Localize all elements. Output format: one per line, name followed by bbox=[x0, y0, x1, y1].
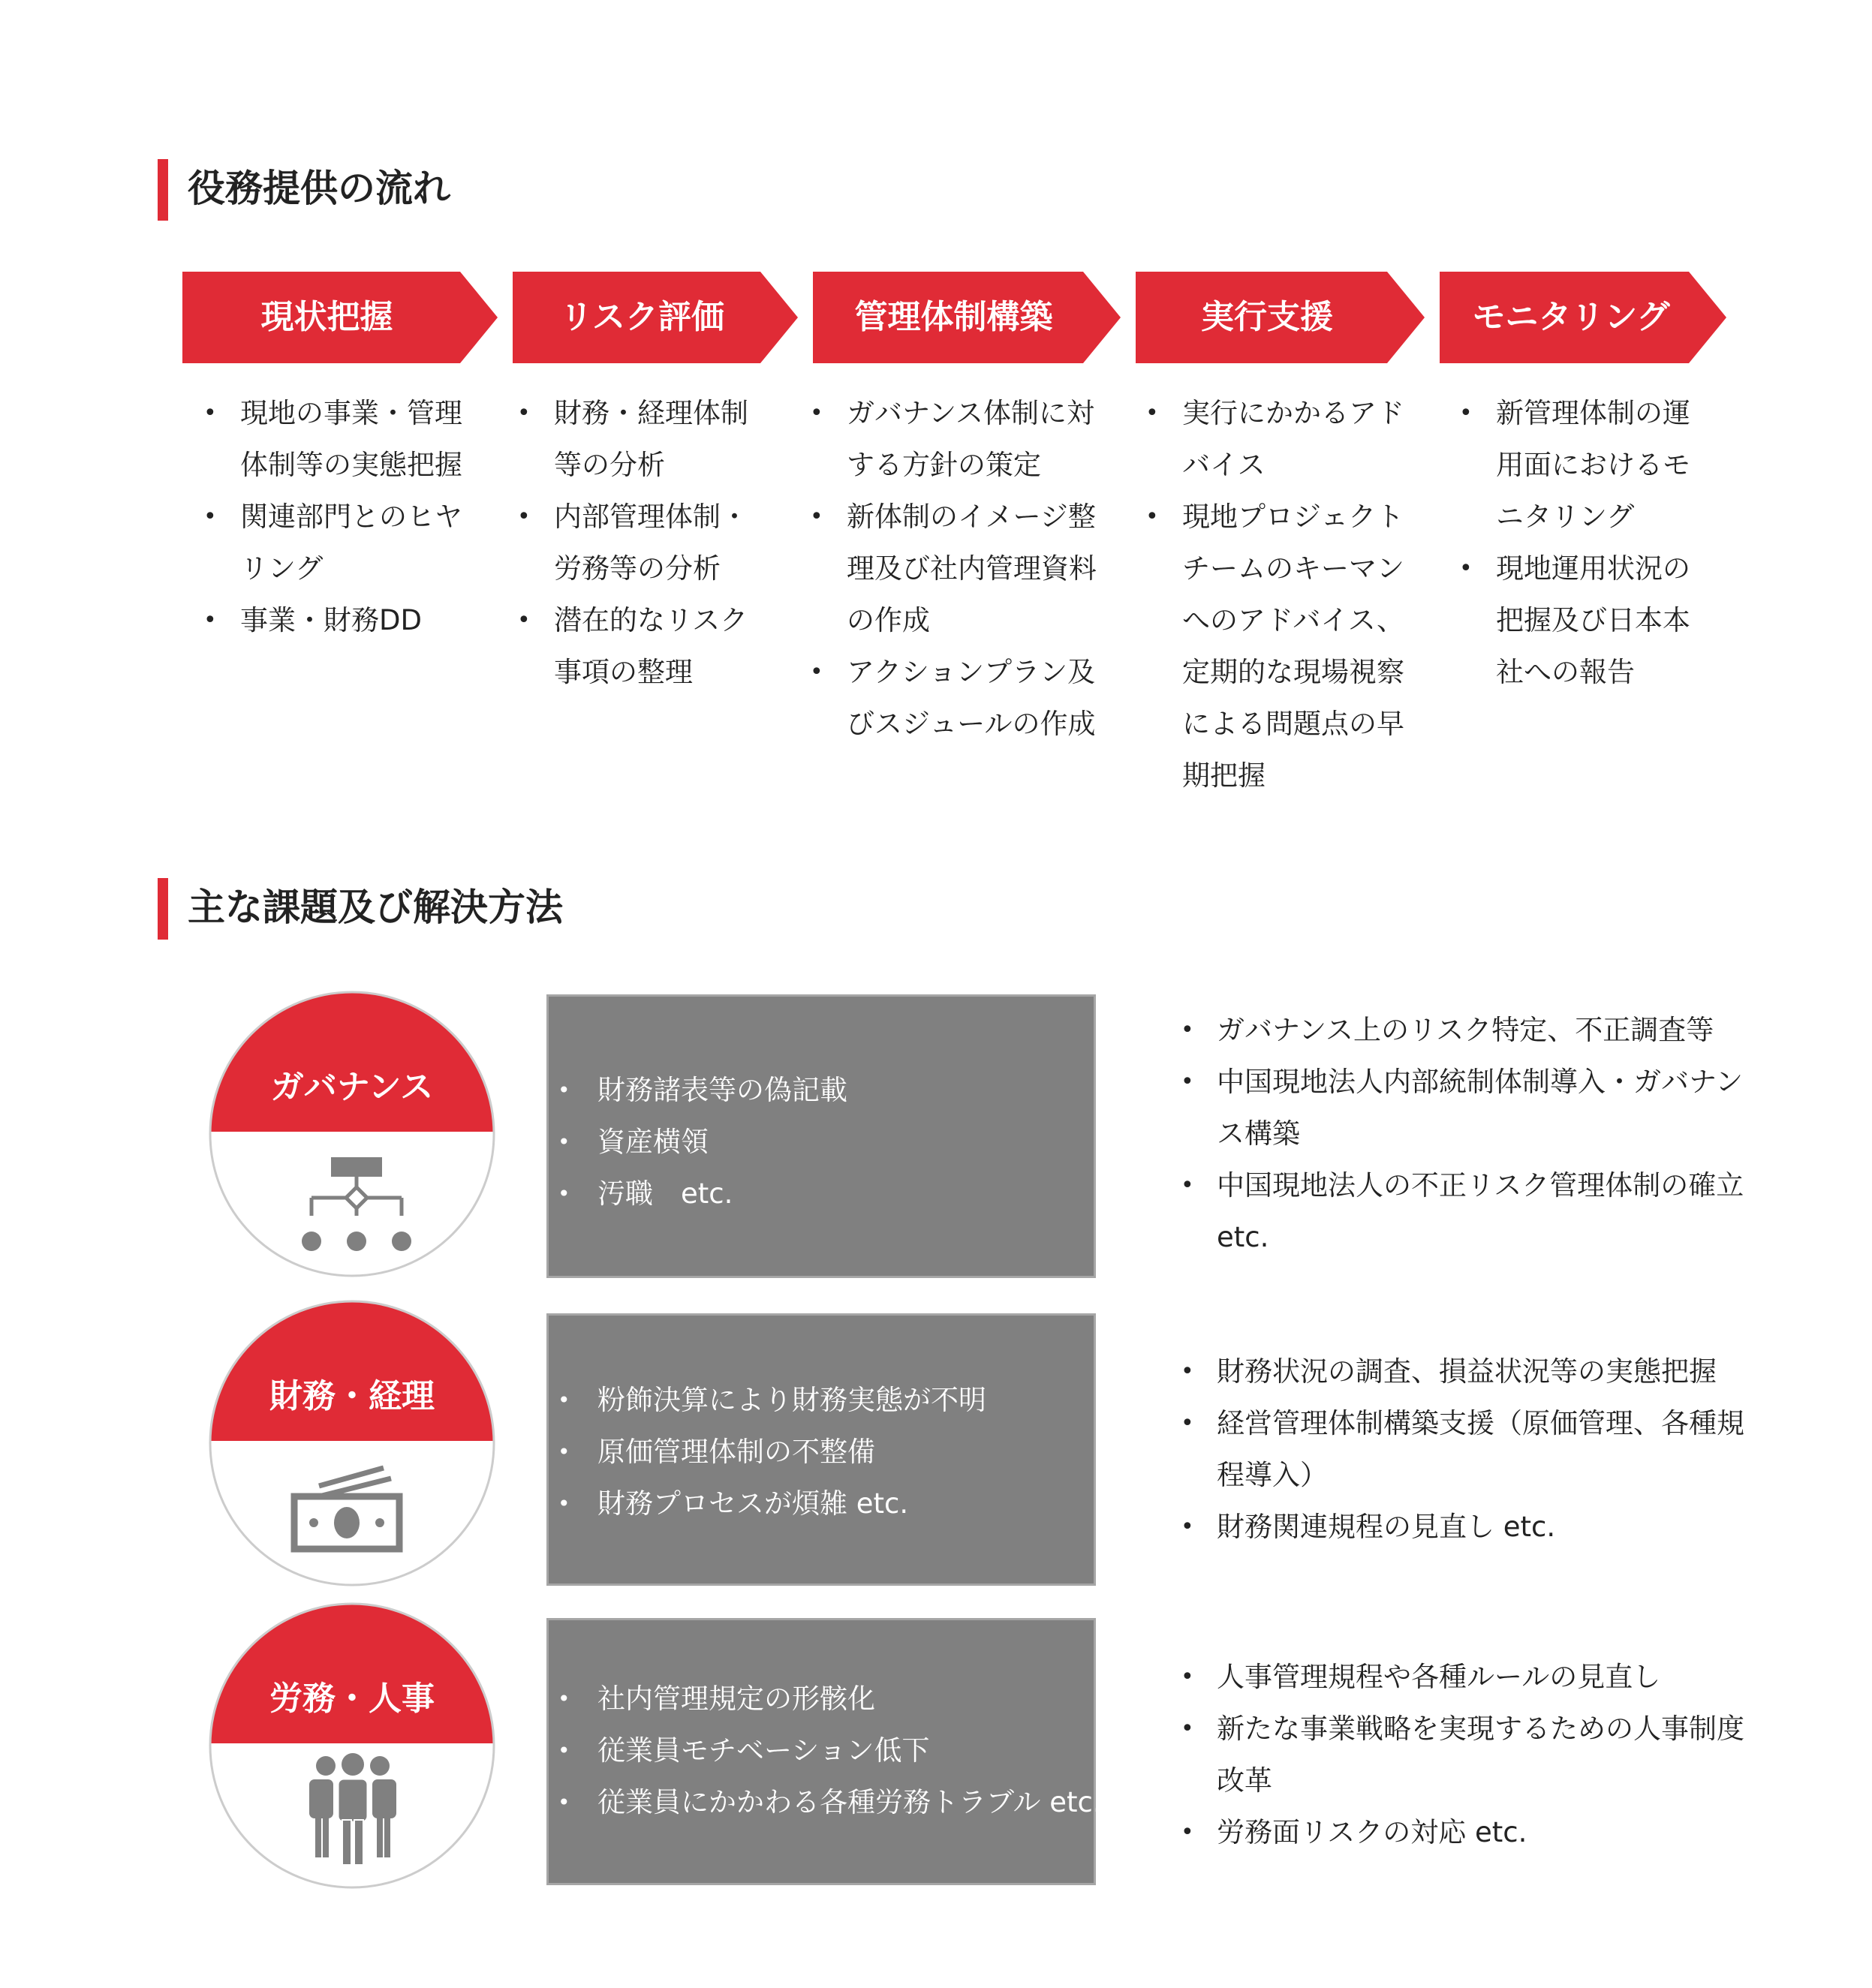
list-item: • ガバナンス上のリスク特定、不正調査等 bbox=[1175, 1004, 1745, 1056]
list-item: • 従業員モチベーション低下 bbox=[549, 1725, 1102, 1776]
flow-step-4 bbox=[1136, 272, 1425, 363]
section-title-text: 役務提供の流れ bbox=[188, 167, 450, 210]
list-item: • 実行にかかるアドバイス bbox=[1141, 387, 1419, 491]
solution-list-governance bbox=[1175, 1004, 1745, 1263]
list-item: • アクションプラン及びスジュールの作成 bbox=[805, 646, 1106, 750]
list-item: • 財務プロセスが煩雑 etc. bbox=[549, 1478, 986, 1529]
list-item: • 財務関連規程の見直し etc. bbox=[1175, 1501, 1745, 1553]
section-title-text: 主な課題及び解決方法 bbox=[188, 886, 563, 929]
flow-step-3 bbox=[813, 272, 1121, 363]
list-item: • 従業員にかかわる各種労務トラブル etc. bbox=[549, 1776, 1102, 1828]
list-item: • 現地の事業・管理体制等の実態把握 bbox=[199, 387, 488, 491]
list-item: • 内部管理体制・労務等の分析 bbox=[513, 491, 749, 594]
category-circle-hr bbox=[209, 1602, 495, 1889]
list-item: • 関連部門とのヒヤリング bbox=[199, 491, 488, 594]
list-item: • 中国現地法人内部統制体制導入・ガバナンス構築 bbox=[1175, 1056, 1745, 1159]
list-item: • 資産横領 bbox=[549, 1116, 847, 1168]
flow-step-1 bbox=[182, 272, 498, 363]
flow-step-4-list bbox=[1141, 387, 1419, 802]
flow-step-label: 実行支援 bbox=[1201, 298, 1333, 336]
list-item: • 汚職 etc. bbox=[549, 1168, 847, 1220]
category-label: 労務・人事 bbox=[269, 1680, 435, 1718]
list-item: • 新管理体制の運用面におけるモニタリング bbox=[1455, 387, 1706, 543]
list-item: • 経営管理体制構築支援（原価管理、各種規程導入） bbox=[1175, 1397, 1745, 1501]
flow-step-5 bbox=[1440, 272, 1726, 363]
section-accent-bar bbox=[158, 159, 168, 221]
flow-step-label: 管理体制構築 bbox=[854, 298, 1053, 336]
problem-box-finance bbox=[546, 1313, 1096, 1586]
list-item: • 人事管理規程や各種ルールの見直し bbox=[1175, 1651, 1745, 1703]
list-item: • 労務面リスクの対応 etc. bbox=[1175, 1806, 1745, 1858]
list-item: • 新体制のイメージ整理及び社内管理資料の作成 bbox=[805, 491, 1106, 646]
list-item: • 粉飾決算により財務実態が不明 bbox=[549, 1374, 986, 1426]
category-label: 財務・経理 bbox=[269, 1377, 435, 1415]
problem-box-governance bbox=[546, 994, 1096, 1278]
list-item: • 原価管理体制の不整備 bbox=[549, 1426, 986, 1478]
flow-step-3-list bbox=[805, 387, 1106, 750]
flow-step-label: リスク評価 bbox=[559, 298, 725, 336]
solution-list-finance bbox=[1175, 1346, 1745, 1553]
flow-step-5-list bbox=[1455, 387, 1706, 698]
category-label: ガバナンス bbox=[270, 1068, 434, 1106]
flow-step-2-list bbox=[513, 387, 749, 698]
list-item: • 潜在的なリスク事項の整理 bbox=[513, 594, 749, 698]
category-circle-governance bbox=[209, 991, 495, 1277]
list-item: • 事業・財務DD bbox=[199, 594, 488, 646]
section-accent-bar bbox=[158, 878, 168, 940]
list-item: • 財務諸表等の偽記載 bbox=[549, 1064, 847, 1116]
list-item: • 現地運用状況の把握及び日本本社への報告 bbox=[1455, 543, 1706, 698]
list-item: • ガバナンス体制に対する方針の策定 bbox=[805, 387, 1106, 491]
problem-box-hr bbox=[546, 1618, 1102, 1885]
list-item: • 新たな事業戦略を実現するための人事制度改革 bbox=[1175, 1703, 1745, 1806]
flow-step-label: モニタリング bbox=[1472, 298, 1670, 336]
flow-step-label: 現状把握 bbox=[260, 298, 393, 336]
list-item: • 財務状況の調査、損益状況等の実態把握 bbox=[1175, 1346, 1745, 1397]
flow-step-1-list bbox=[199, 387, 488, 646]
list-item: • 中国現地法人の不正リスク管理体制の確立 etc. bbox=[1175, 1159, 1745, 1263]
category-circle-finance bbox=[209, 1300, 495, 1586]
list-item: • 社内管理規定の形骸化 bbox=[549, 1673, 1102, 1725]
list-item: • 財務・経理体制等の分析 bbox=[513, 387, 749, 491]
solution-list-hr bbox=[1175, 1651, 1745, 1858]
flow-step-2 bbox=[513, 272, 798, 363]
list-item: • 現地プロジェクトチームのキーマンへのアドバイス、定期的な現場視察による問題点の早期把握 bbox=[1141, 491, 1419, 802]
